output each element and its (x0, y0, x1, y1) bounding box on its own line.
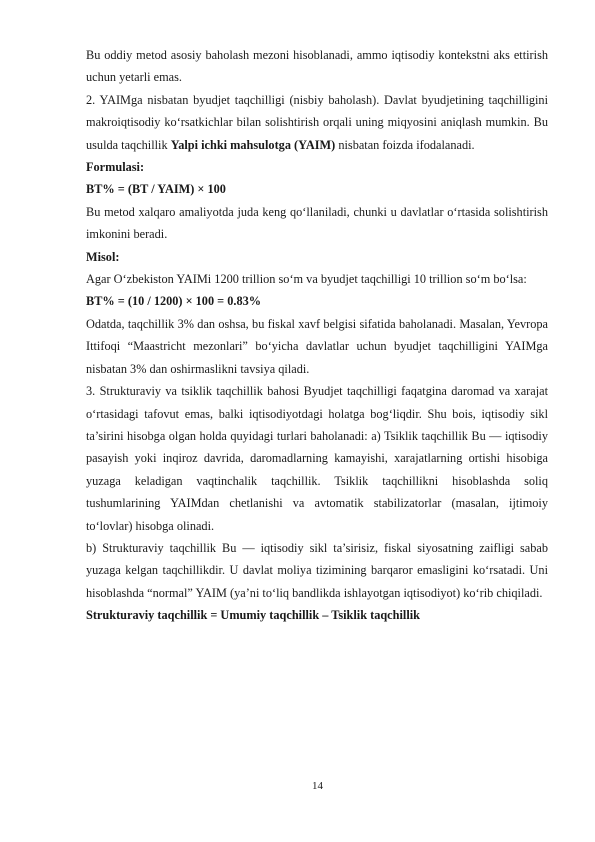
gdp-bold-term: Yalpi ichki mahsulotga (YAIM) (170, 137, 336, 152)
formula: BT% = (BT / YAIM) × 100 (86, 182, 226, 197)
document-body (86, 44, 548, 627)
paragraph-international: Bu metod xalqaro amaliyotda juda keng qo‘llaniladi, chunki u davlatlar o‘rtasida solishtirish imkonini beradi. (86, 204, 548, 242)
page-number: 14 (312, 780, 323, 792)
paragraph-intro: Bu oddiy metod asosiy baholash mezoni hisoblanadi, ammo iqtisodiy kontekstni aks ettirish uchun yetarli emas. (86, 48, 548, 85)
paragraph-gdp-ratio (86, 89, 548, 156)
paragraph-structural-deficit: b) Strukturaviy taqchillik Bu — iqtisodiy sikl ta’sirisiz, fiskal siyosatning zaifligi sabab yuzaga kelgan taqchillikdir. U davlat moliya tizimining barqaror emasligini ko‘rsatadi. Uni hisoblashda “normal” YAIM (ya’ni to‘liq bandlikda ishlayotgan iqtisodiyot) ko‘rib chiqiladi. (86, 540, 548, 600)
structural-formula: Strukturaviy taqchillik = Umumiy taqchillik – Tsiklik taqchillik (86, 608, 420, 623)
example-label: Misol: (86, 249, 120, 264)
paragraph-structural-cyclical: 3. Strukturaviy va tsiklik taqchillik bahosi Byudjet taqchilligi faqatgina daromad va xarajat o‘rtasidagi tafovut emas, balki iqtisodiyotdagi holatga bog‘liqdir. Shu bois, iqtisodiy sikl ta’sirini hisobga olgan holda quyidagi turlari baholanadi: a) Tsiklik taqchillik Bu — iqtisodiy pasayish yoki inqiroz davrida, daromadlarning kamayishi, xarajatlarning ortishi hisobiga yuzaga keladigan vaqtinchalik taqchillik. Tsiklik taqchillikni hisoblashda soliq tushumlarining YAIMdan chetlanishi va avtomatik stabilizatorlar (masalan, ijtimoiy to‘lovlar) hisobga olinadi. (86, 384, 548, 533)
example-formula: BT% = (10 / 1200) × 100 = 0.83% (86, 294, 262, 309)
paragraph-gdp-ratio-text: 2. YAIMga nisbatan byudjet taqchilligi (nisbiy baholash). Davlat byudjetining taqchilligini makroiqtisodiy ko‘rsatkichlar bilan solishtirish orqali uning miqyosini aniqlash mumkin. Bu usulda taqchillik (86, 92, 548, 152)
example-text: Agar O‘zbekiston YAIMi 1200 trillion so‘m va byudjet taqchilligi 10 trillion so‘m bo‘lsa: (86, 272, 527, 287)
paragraph-gdp-ratio-end: nisbatan foizda ifodalanadi. (335, 137, 475, 152)
formula-label: Formulasi: (86, 160, 145, 175)
paragraph-fiscal-risk: Odatda, taqchillik 3% dan oshsa, bu fiskal xavf belgisi sifatida baholanadi. Masalan, Yevropa Ittifoqi “Maastricht mezonlari” bo‘yicha davlatlar uchun byudjet taqchilligini YAIMga nisbatan 3% dan oshirmaslikni tavsiya qiladi. (86, 316, 548, 376)
